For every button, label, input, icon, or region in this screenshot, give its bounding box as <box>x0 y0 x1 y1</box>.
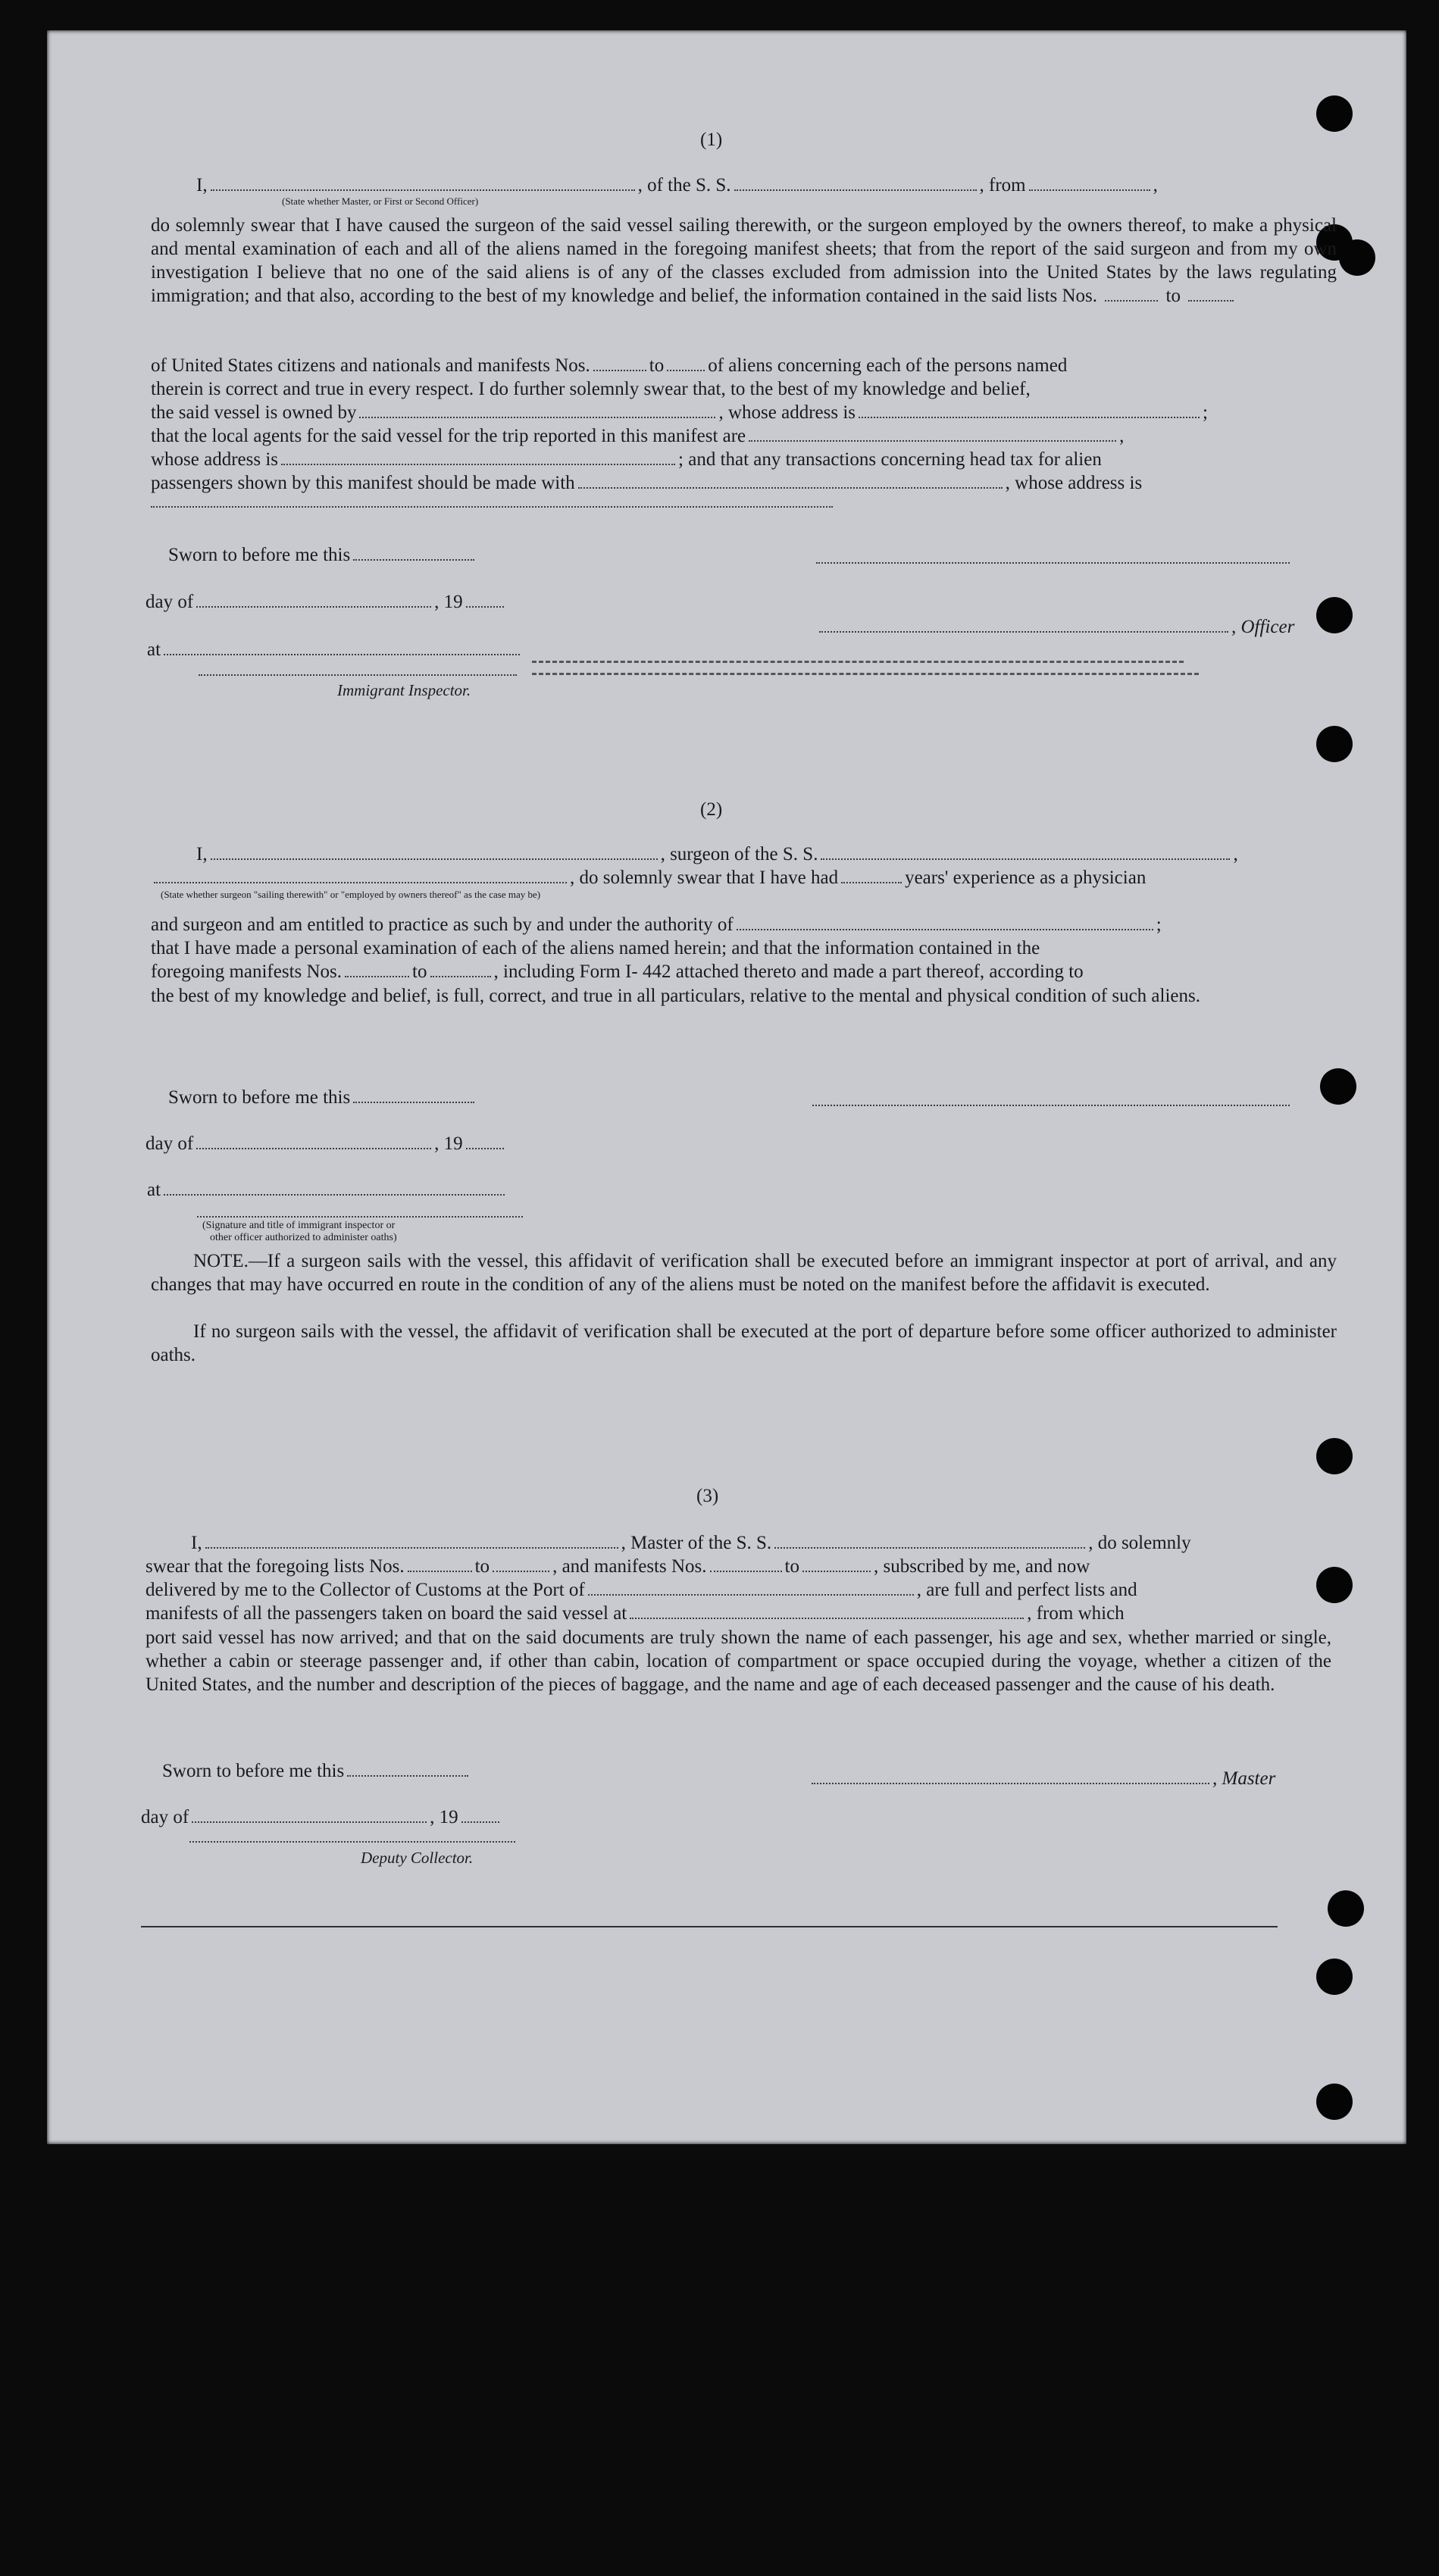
section-3-number: (3) <box>696 1486 719 1506</box>
sworn-date-field[interactable] <box>353 558 474 561</box>
manifests-from-field[interactable] <box>593 369 646 371</box>
master-name-field[interactable] <box>205 1546 618 1549</box>
section-2-caption: (State whether surgeon "sailing therewith" or "employed by owners thereof" as the case may be) <box>161 889 541 900</box>
section-3-day-of: day of , 19 <box>141 1806 502 1829</box>
year-field[interactable] <box>466 605 504 608</box>
head-tax-party-field[interactable] <box>578 486 1003 489</box>
note-paragraph-2: If no surgeon sails with the vessel, the affidavit of verification shall be executed at the port of departure before some officer authorized to administer oaths. <box>151 1321 1337 1365</box>
from-port-field[interactable] <box>1029 189 1150 191</box>
binder-hole <box>1316 95 1353 132</box>
section-1-line-agents: that the local agents for the said vessel for the trip reported in this manifest are , <box>151 426 1125 446</box>
years-experience-field[interactable] <box>841 881 902 883</box>
surgeon-signature-line[interactable] <box>812 1105 1290 1106</box>
section-1-day-of: day of , 19 <box>145 591 507 614</box>
from-label: , from <box>979 175 1026 195</box>
manifests-from-field-2[interactable] <box>345 975 409 977</box>
section-1-line-citizens: of United States citizens and nationals and manifests Nos. to of aliens concerning each of the persons named <box>151 355 1068 376</box>
lists-to-field[interactable] <box>1188 299 1234 302</box>
officer-signature-line[interactable] <box>816 562 1290 564</box>
section-1-number: (1) <box>700 130 723 150</box>
section-2-line-1: I, , surgeon of the S. S. , <box>196 844 1238 864</box>
redaction-strike-line <box>532 673 1199 675</box>
section-3-line-2: swear that the foregoing lists Nos. to , and manifests Nos. to , subscribed by me, and now <box>145 1556 1090 1577</box>
agent-address-field[interactable] <box>281 463 675 465</box>
day-month-field[interactable] <box>196 605 431 608</box>
binder-hole <box>1316 1438 1353 1474</box>
section-2-paragraph: the best of my knowledge and belief, is full, correct, and true in all particulars, relative to the mental and physical condition of such aliens. <box>151 986 1200 1006</box>
section-2-number: (2) <box>700 799 723 820</box>
owner-field[interactable] <box>359 416 715 418</box>
binder-hole <box>1316 597 1353 633</box>
section-2-line-2: , do solemnly swear that I have had years' experience as a physician <box>151 867 1337 889</box>
manifest-verification-page <box>47 30 1406 2144</box>
section-3-paragraph: port said vessel has now arrived; and that on the said documents are truly shown the name of each passenger, his age and sex, whether married or single, whether a cabin or steerage passenger and, if other than cabin, location of compartment or space occupied during the voyage, whether a citizen of the United States, and the number and description of the pieces of baggage, and the name and age of each deceased passenger and the cause of his death. <box>145 1627 1331 1695</box>
manifests-from-field-3[interactable] <box>710 1570 782 1572</box>
signature-caption-2: other officer authorized to administer oaths) <box>210 1232 397 1243</box>
manifests-to-field[interactable] <box>667 369 705 371</box>
section-2-sworn: Sworn to before me this <box>168 1086 477 1109</box>
authority-field[interactable] <box>737 928 1153 930</box>
owner-address-field[interactable] <box>859 416 1200 418</box>
section-1-at: at <box>147 639 523 661</box>
sworn-date-field-2[interactable] <box>353 1101 474 1103</box>
lists-from-field[interactable] <box>1105 299 1158 302</box>
bottom-divider <box>141 1926 1278 1927</box>
vessel-name-field-3[interactable] <box>774 1546 1085 1549</box>
officer-title-field[interactable] <box>819 630 1228 633</box>
at-place-field-2[interactable] <box>164 1193 505 1196</box>
section-3-master-line: , Master <box>809 1768 1275 1790</box>
inspector-signature-line[interactable] <box>199 674 517 676</box>
section-3-sworn: Sworn to before me this <box>162 1760 471 1783</box>
binder-hole <box>1316 726 1353 762</box>
lists-to-field-3[interactable] <box>493 1570 549 1572</box>
section-3-line-3: delivered by me to the Collector of Customs at the Port of , are full and perfect lists and <box>145 1580 1137 1600</box>
i-label: I, <box>196 175 208 195</box>
year-field-3[interactable] <box>461 1821 499 1823</box>
section-1-caption: (State whether Master, or First or Second Officer) <box>282 195 479 207</box>
vessel-name-field[interactable] <box>734 189 977 191</box>
section-3-line-4: manifests of all the passengers taken on board the said vessel at , from which <box>145 1603 1125 1624</box>
note-paragraph-1: NOTE.—If a surgeon sails with the vessel, this affidavit of verification shall be executed before an immigrant inspector at port of arrival, and any changes that may have occurred en route in the condition of any of the aliens must be noted on the manifest before the affidavit is executed. <box>151 1251 1337 1295</box>
section-2-line-authority: and surgeon and am entitled to practice as such by and under the authority of ; <box>151 914 1162 935</box>
section-1-line-therein: therein is correct and true in every respect. I do further solemnly swear that, to the best of my knowledge and belief, <box>151 379 1031 399</box>
binder-hole <box>1316 1959 1353 1995</box>
section-1-officer-line: , Officer <box>816 616 1294 639</box>
master-signature-line[interactable] <box>812 1782 1209 1784</box>
officer-name-field[interactable] <box>211 189 635 191</box>
signature-caption-1: (Signature and title of immigrant inspector or <box>202 1220 396 1231</box>
binder-hole <box>1339 239 1375 276</box>
local-agents-field[interactable] <box>749 439 1116 442</box>
section-1-paragraph: do solemnly swear that I have caused the surgeon of the said vessel sailing therewith, or the surgeon employed by the owners thereof, to make a physical and mental examination of each and all of the aliens named in the foregoing manifest sheets; that from the report of the said surgeon and from my own investigation I believe that no one of the said aliens is of any of the classes excluded from admission into the United States by the laws regulating immigration; and that also, according to the best of my knowledge and belief, the information contained in the said lists Nos. to <box>151 215 1337 306</box>
day-month-field-2[interactable] <box>196 1147 431 1149</box>
manifests-to-field-2[interactable] <box>430 975 491 977</box>
manifests-to-field-3[interactable] <box>802 1570 871 1572</box>
day-month-field-3[interactable] <box>192 1821 427 1823</box>
section-2-line-foregoing: foregoing manifests Nos. to , including Form I- 442 attached thereto and made a part thereof, according to <box>151 961 1084 982</box>
section-1-line-agent-address: whose address is ; and that any transactions concerning head tax for alien <box>151 449 1102 470</box>
surgeon-name-field[interactable] <box>211 858 658 860</box>
vessel-name-field-2[interactable] <box>821 858 1230 860</box>
section-2-day-of: day of , 19 <box>145 1133 507 1155</box>
redaction-strike-line <box>532 661 1184 663</box>
year-field-2[interactable] <box>466 1147 504 1149</box>
deputy-collector-label: Deputy Collector. <box>361 1849 474 1867</box>
sworn-date-field-3[interactable] <box>347 1774 468 1777</box>
immigrant-inspector-label: Immigrant Inspector. <box>337 681 471 699</box>
binder-hole <box>1316 2084 1353 2120</box>
section-3-line-1: I, , Master of the S. S. , do solemnly <box>191 1533 1191 1553</box>
inspector-signature-line-2[interactable] <box>197 1216 523 1218</box>
section-2-at: at <box>147 1179 508 1202</box>
section-1-line-1: I, , of the S. S. , from , <box>196 175 1158 195</box>
binder-hole <box>1328 1890 1364 1927</box>
section-1-line-passengers: passengers shown by this manifest should be made with , whose address is <box>151 473 1143 493</box>
of-ss-label: , of the S. S. <box>637 175 731 195</box>
section-2-line-examination: that I have made a personal examination of each of the aliens named herein; and that the information contained in the <box>151 938 1040 958</box>
head-tax-address-field[interactable] <box>151 506 833 508</box>
binder-hole <box>1320 1068 1356 1105</box>
surgeon-status-field[interactable] <box>154 881 567 883</box>
deputy-collector-signature-line[interactable] <box>189 1841 515 1843</box>
port-field[interactable] <box>588 1593 914 1596</box>
section-1-sworn: Sworn to before me this <box>168 544 477 567</box>
section-1-line-owned: the said vessel is owned by , whose address is ; <box>151 402 1208 423</box>
at-place-field[interactable] <box>164 653 520 655</box>
embark-port-field[interactable] <box>630 1617 1024 1619</box>
lists-from-field-3[interactable] <box>408 1570 472 1572</box>
